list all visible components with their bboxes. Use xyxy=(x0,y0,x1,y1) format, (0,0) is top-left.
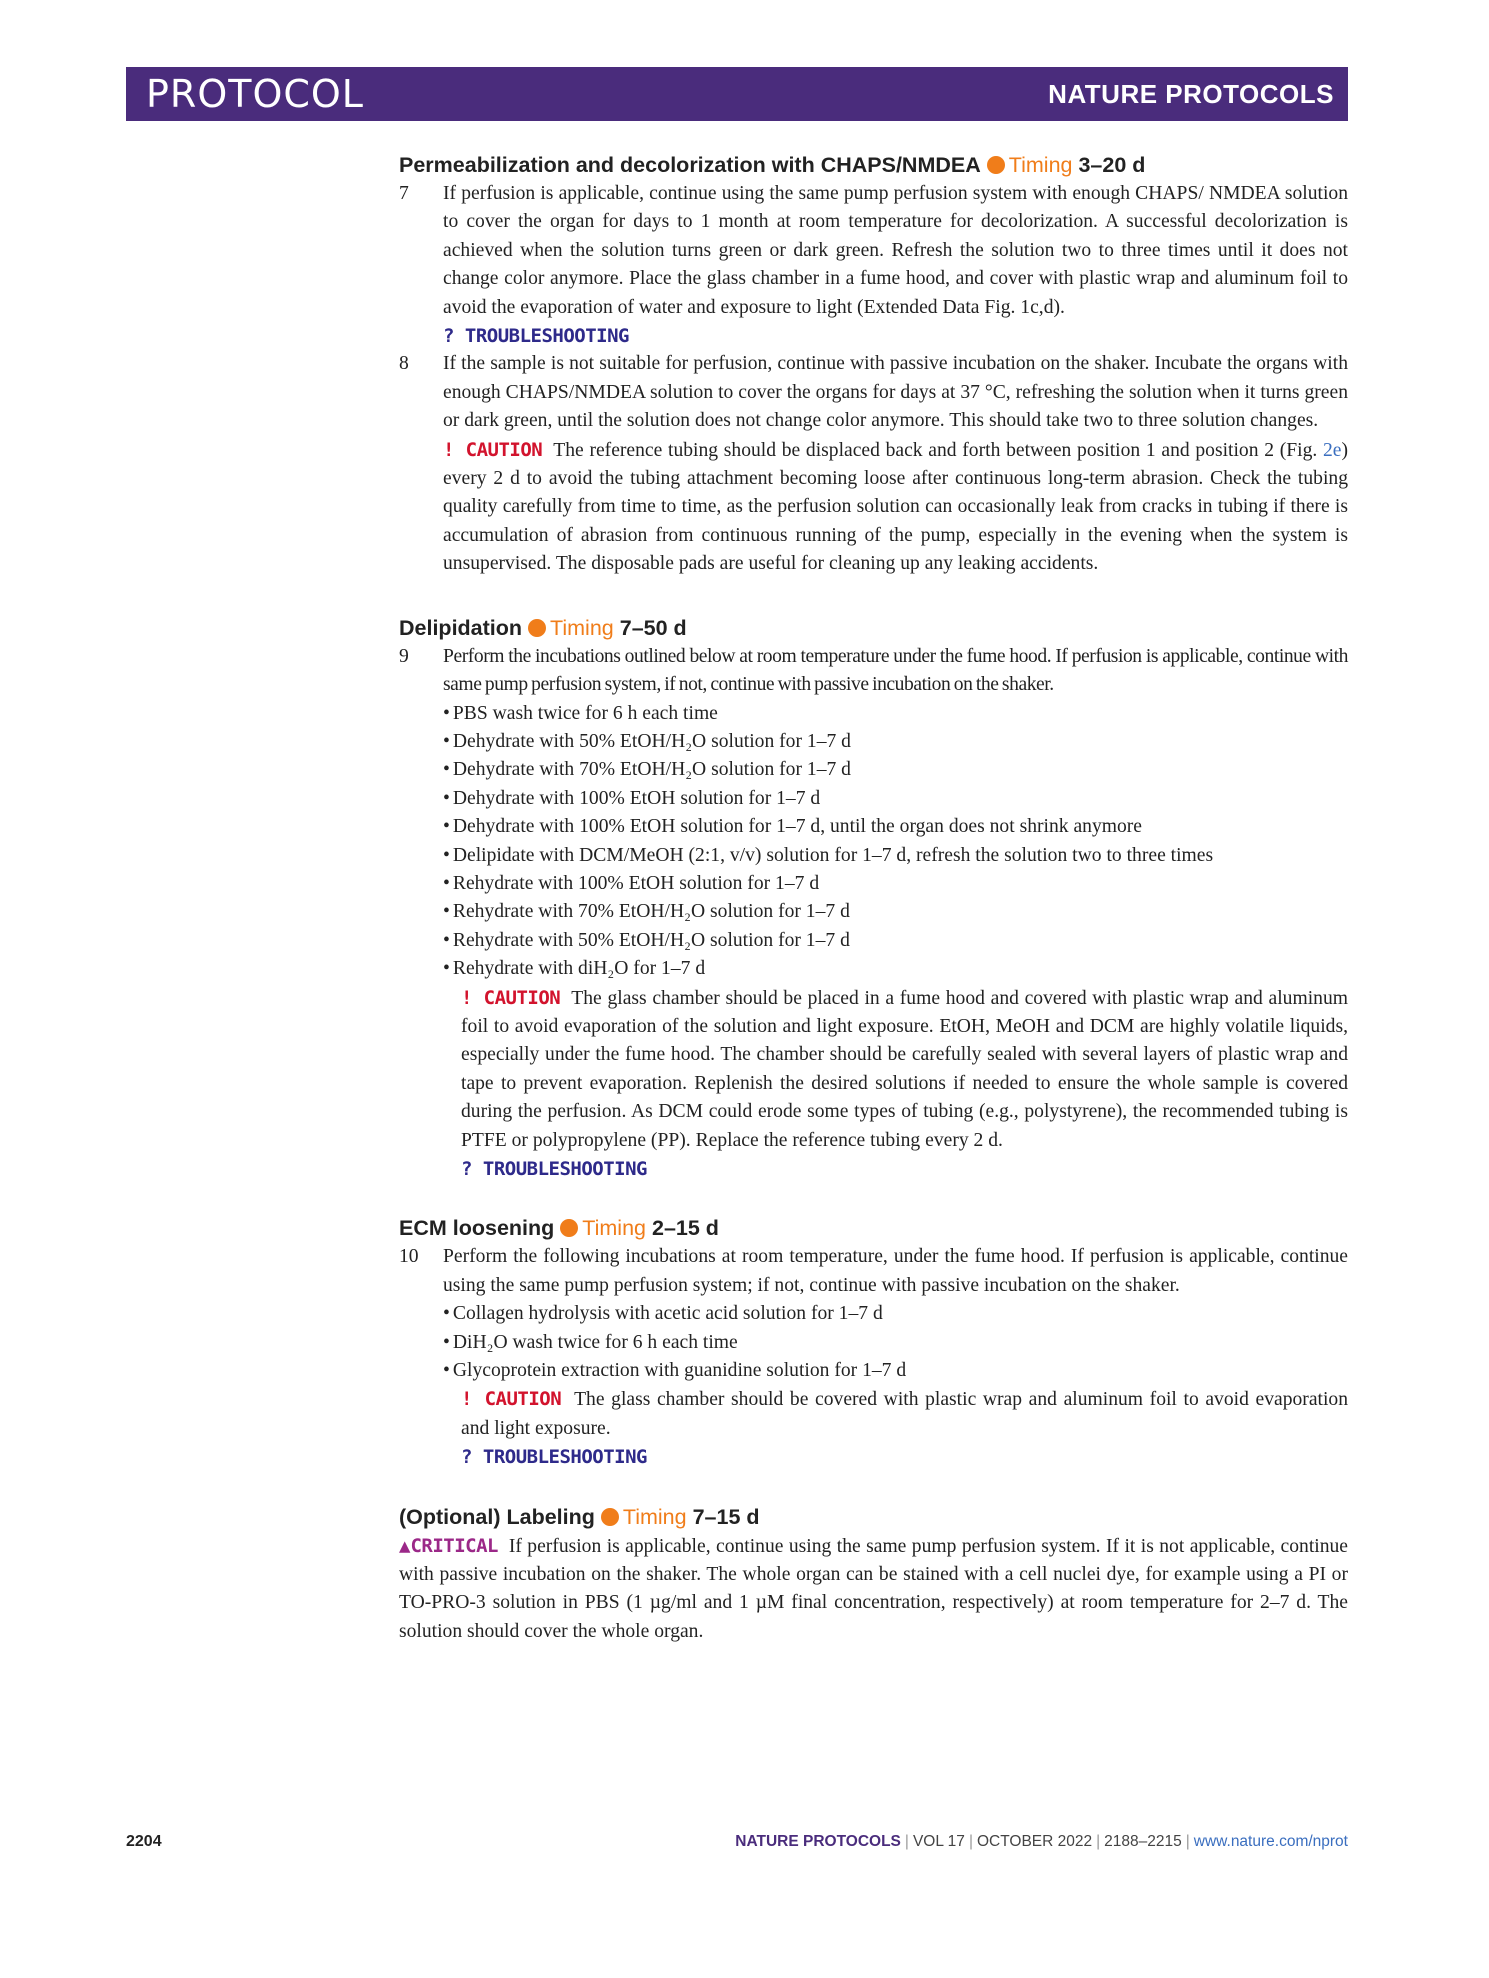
procedure-step xyxy=(399,643,1348,1184)
timing-value: 7–15 d xyxy=(692,1504,760,1529)
critical-text: If perfusion is applicable, continue using the same pump perfusion system. If it is not applicable, continue with passive incubation on the shaker. The whole organ can be stained with a cell nuclei dye, for example using a PI or TO-PRO-3 solution in PBS (1 µg/ml and 1 µM final concentration, respectively) at room temperature for 2–7 d. The solution should cover the whole organ. xyxy=(399,1535,1348,1642)
header-banner xyxy=(126,67,1348,121)
caution-text: The glass chamber should be placed in a fume hood and covered with plastic wrap and aluminum foil to avoid evaporation of the solution and light exposure. EtOH, MeOH and DCM are highly volatile liquids, especially under the fume hood. The chamber should be carefully sealed with several layers of plastic wrap and tape to prevent evaporation. Replenish the desired solutions if needed to ensure the whole sample is covered during the perfusion. As DCM could erode some types of tubing (e.g., polystyrene), the recommended tubing is PTFE or polypropylene (PP). Replace the reference tubing every 2 d. xyxy=(461,987,1348,1151)
list-item: • Dehydrate with 100% EtOH solution for 1–7 d xyxy=(443,787,821,809)
timing-dot-icon xyxy=(987,156,1005,174)
timing-label: Timing xyxy=(622,1504,687,1529)
bullet-list xyxy=(443,700,1348,984)
figure-link[interactable]: 2e xyxy=(1322,439,1342,461)
section-title: ECM loosening xyxy=(399,1216,555,1241)
timing-dot-icon xyxy=(601,1508,619,1526)
caution-note xyxy=(443,436,1348,579)
list-item: • DiH₂O wash twice for 6 h each time xyxy=(443,1331,738,1353)
list-item: • Dehydrate with 50% EtOH/H₂O solution for 1–7 d xyxy=(443,730,851,752)
list-item: • Rehydrate with 70% EtOH/H₂O solution for 1–7 d xyxy=(443,901,850,923)
list-item: • Rehydrate with diH₂O for 1–7 d xyxy=(443,958,706,980)
bullet-list xyxy=(443,1300,1348,1385)
caution-text: The reference tubing should be displaced back and forth between position 1 and position 2 (Fig. xyxy=(553,439,1323,461)
section-heading-labeling xyxy=(399,1502,1348,1532)
page-number: 2204 xyxy=(126,1833,162,1850)
step-number: 9 xyxy=(399,645,409,667)
list-item: • Dehydrate with 70% EtOH/H₂O solution for 1–7 d xyxy=(443,759,851,781)
footer-journal: NATURE PROTOCOLS xyxy=(735,1833,901,1850)
article-body xyxy=(399,150,1348,1646)
footer-pages: 2188–2215 xyxy=(1104,1833,1182,1850)
step-number: 8 xyxy=(399,353,409,375)
step-number: 10 xyxy=(399,1246,419,1268)
troubleshooting-link[interactable]: ? TROUBLESHOOTING xyxy=(461,1158,647,1180)
procedure-step xyxy=(399,350,1348,578)
timing-value: 2–15 d xyxy=(651,1216,719,1241)
section-heading-permeabilization xyxy=(399,150,1348,180)
caution-label: ! CAUTION xyxy=(461,986,561,1009)
timing-dot-icon xyxy=(560,1219,578,1237)
list-item: • Rehydrate with 100% EtOH solution for 1–7 d xyxy=(443,872,820,894)
section-heading-ecm-loosening xyxy=(399,1213,1348,1243)
timing-label: Timing xyxy=(582,1216,646,1241)
procedure-step xyxy=(399,180,1348,350)
timing-value: 3–20 d xyxy=(1078,153,1146,177)
timing-label: Timing xyxy=(1008,153,1073,177)
caution-text: ) every 2 d to avoid the tubing attachment becoming loose after continuous long-term abrasion. Check the tubing quality carefully from time to time, as the perfusion solution can occasionally leak from cracks in tubing if there is accumulation of abrasion from continuous running of the pump, especially in the evening when the system is unsupervised. The disposable pads are useful for cleaning up any leaking accidents. xyxy=(443,439,1348,575)
critical-note xyxy=(399,1532,1348,1647)
list-item: • Glycoprotein extraction with guanidine solution for 1–7 d xyxy=(443,1360,907,1382)
section-heading-delipidation xyxy=(399,613,1348,643)
footer-date: OCTOBER 2022 xyxy=(976,1833,1093,1850)
caution-label: ! CAUTION xyxy=(461,1388,562,1411)
timing-label: Timing xyxy=(550,615,614,640)
step-number: 7 xyxy=(399,183,409,204)
step-text: If perfusion is applicable, continue using the same pump perfusion system with enough CHAPS/ NMDEA solution to cover the organ for days to 1 month at room temperature for decolorization. A successful decolorization is achieved when the solution turns green or dark green. Refresh the solution two to three times until it does not change color anymore. Place the glass chamber in a fume hood, and cover with plastic wrap and aluminum foil to avoid the evaporation of water and exposure to light (Extended Data Fig. 1c,d). xyxy=(443,183,1348,318)
protocol-label: PROTOCOL xyxy=(146,72,364,116)
step-text: If the sample is not suitable for perfusion, continue with passive incubation on the shaker. Incubate the organs with enough CHAPS/NMDEA solution to cover the organs for days at 37 °C, refreshing the solution when it turns green or dark green, until the solution does not change color anymore. This should take two to three solution changes. xyxy=(443,353,1348,432)
footer-volume: VOL 17 xyxy=(912,1833,965,1850)
critical-label: ▲CRITICAL xyxy=(399,1534,498,1557)
citation-footer: NATURE PROTOCOLS | VOL 17 | OCTOBER 2022 | 2188–2215 | www.nature.com/nprot xyxy=(735,1833,1348,1850)
caution-label: ! CAUTION xyxy=(443,438,543,461)
section-title: Permeabilization and decolorization with CHAPS/NMDEA xyxy=(399,153,981,177)
section-title: (Optional) Labeling xyxy=(399,1504,595,1529)
journal-name: NATURE PROTOCOLS xyxy=(1048,79,1334,109)
list-item: • Collagen hydrolysis with acetic acid solution for 1–7 d xyxy=(443,1303,883,1325)
caution-note xyxy=(461,1385,1348,1443)
section-title: Delipidation xyxy=(399,615,523,640)
footer-url[interactable]: www.nature.com/nprot xyxy=(1193,1833,1348,1850)
list-item: • Delipidate with DCM/MeOH (2:1, v/v) solution for 1–7 d, refresh the solution two to three times xyxy=(443,844,1214,866)
caution-note xyxy=(461,984,1348,1155)
troubleshooting-link[interactable]: ? TROUBLESHOOTING xyxy=(443,325,629,348)
procedure-step xyxy=(399,1243,1348,1471)
step-text: Perform the following incubations at room temperature, under the fume hood. If perfusion is applicable, continue using the same pump perfusion system; if not, continue with passive incubation on the shaker. xyxy=(443,1246,1348,1296)
list-item: • Rehydrate with 50% EtOH/H₂O solution for 1–7 d xyxy=(443,929,850,951)
list-item: • Dehydrate with 100% EtOH solution for 1–7 d, until the organ does not shrink anymore xyxy=(443,816,1142,838)
timing-value: 7–50 d xyxy=(619,615,687,640)
caution-text: The glass chamber should be covered with plastic wrap and aluminum foil to avoid evaporation and light exposure. xyxy=(461,1389,1349,1439)
list-item: • PBS wash twice for 6 h each time xyxy=(443,702,718,724)
step-text: Perform the incubations outlined below at room temperature under the fume hood. If perfusion is applicable, continue with same pump perfusion system, if not, continue with passive incubation on the shaker. xyxy=(443,645,1348,696)
timing-dot-icon xyxy=(528,619,546,637)
troubleshooting-link[interactable]: ? TROUBLESHOOTING xyxy=(461,1446,647,1469)
